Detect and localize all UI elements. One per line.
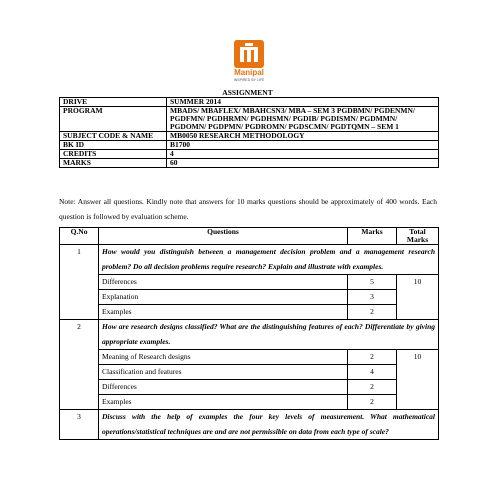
scheme-item-marks: 2 [348,395,397,410]
info-key: PROGRAM [60,107,167,132]
scheme-item-label: Classification and features [99,365,348,380]
question-text: How would you distinguish between a management decision problem and a management research problem? Do all decision problems require research? Explain and illustrate with examples. [99,245,439,275]
scheme-item-label: Explanation [99,290,348,305]
header-total-marks: Total Marks [397,228,439,245]
info-key: BK ID [60,141,167,150]
header-qno: Q.No [60,228,99,245]
scheme-row [60,290,439,305]
info-row-credits [60,150,439,159]
info-row-bkid [60,141,439,150]
question-number: 2 [60,320,99,410]
scheme-row [60,380,439,395]
info-key: CREDITS [60,150,167,159]
info-row-subject [60,132,439,141]
header-questions: Questions [99,228,348,245]
scheme-item-marks: 4 [348,365,397,380]
scheme-row [60,275,439,290]
header-marks: Marks [348,228,397,245]
table-header-row [60,228,439,245]
info-value: MBADS/ MBAFLEX/ MBAHCSN3/ MBA – SEM 3 PGDBMN/ PGDENMN/ PGDFMN/ PGDHRMN/ PGDHSMN/ PGDIB/ PGDISMN/ PGDMMN/ PGDOMN/ PGDPMN/ PGDROMN/ PGDSCMN/ PGDTQMN – SEM 1 [167,107,439,132]
info-value: 4 [167,150,439,159]
scheme-item-marks: 2 [348,305,397,320]
question-number: 3 [60,410,99,440]
scheme-item-label: Meaning of Research designs [99,350,348,365]
scheme-item-marks: 5 [348,275,397,290]
question-row [60,410,439,440]
assignment-info-table [59,97,439,168]
scheme-item-marks: 2 [348,350,397,365]
logo-wordmark: Manipal [234,68,264,77]
info-value: SUMMER 2014 [167,98,439,107]
logo-tagline: INSPIRED BY LIFE [233,78,265,82]
questions-table [59,227,439,440]
scheme-item-label: Differences [99,275,348,290]
question-total-marks: 10 [397,275,439,320]
info-row-marks [60,159,439,168]
scheme-row [60,365,439,380]
scheme-item-label: Examples [99,305,348,320]
info-key: DRIVE [60,98,167,107]
info-key: SUBJECT CODE & NAME [60,132,167,141]
page-title: ASSIGNMENT [222,88,273,97]
scheme-item-label: Differences [99,380,348,395]
question-text: Discuss with the help of examples the four key levels of measurement. What mathematical operations/statistical techniques are and are not permissible on data from each type of scale? [99,410,439,440]
question-number: 1 [60,245,99,320]
scheme-item-label: Examples [99,395,348,410]
scheme-row [60,350,439,365]
manipal-logo [229,40,269,86]
scheme-item-marks: 3 [348,290,397,305]
manipal-emblem-icon [234,40,264,68]
instructions-note: Note: Answer all questions. Kindly note that answers for 10 marks questions should be approximately of 400 words. Each question is followed by evaluation scheme. [59,197,437,221]
info-value: MB0050 RESEARCH METHODOLOGY [167,132,439,141]
scheme-item-marks: 2 [348,380,397,395]
info-key: MARKS [60,159,167,168]
scheme-row [60,395,439,410]
question-row [60,320,439,350]
info-value: B1700 [167,141,439,150]
question-text: How are research designs classified? What are the distinguishing features of each? Differentiate by giving appropriate examples. [99,320,439,350]
scheme-row [60,305,439,320]
question-total-marks: 10 [397,350,439,410]
info-row-program [60,107,439,132]
question-row [60,245,439,275]
info-value: 60 [167,159,439,168]
